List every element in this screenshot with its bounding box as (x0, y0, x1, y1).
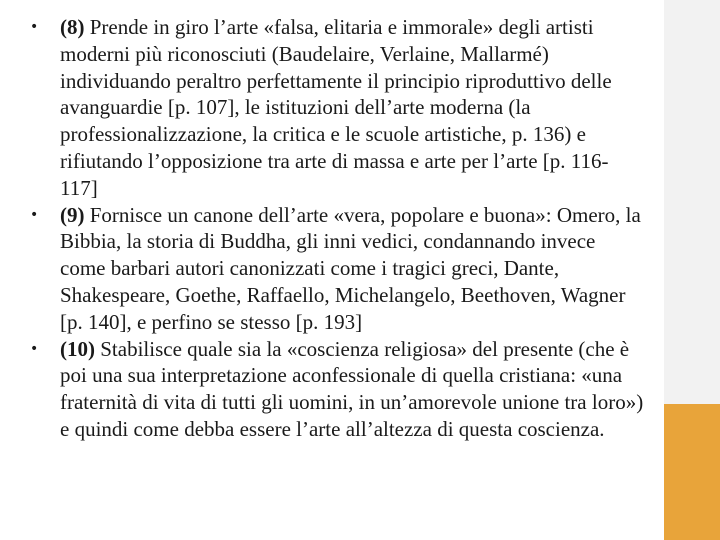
bullet-icon: • (30, 206, 39, 223)
sidebar-accent-block (664, 404, 720, 540)
bullet-item-10 (26, 336, 646, 443)
slide-body (26, 14, 646, 443)
bullet-number: (8) (60, 15, 85, 39)
bullet-number: (9) (60, 202, 85, 227)
bullet-item-8 (26, 14, 646, 202)
bullet-item-9 (26, 202, 646, 336)
bullet-icon: • (30, 340, 39, 357)
bullet-text: Prende in giro l’arte «falsa, elitaria e immorale» degli artisti moderni più riconosciuti (Baudelaire, Verlaine, Mallarmé) individuando peraltro perfettamente il principio riproduttivo delle avanguardie [p. 107], le istituzioni dell’arte moderna (la professionalizzazione, la critica e le scuole artistiche, p. 136) e rifiutando l’opposizione tra arte di massa e arte per l’arte [p. 116-117] (60, 15, 612, 200)
bullet-icon: • (30, 19, 39, 35)
bullet-text: Fornisce un canone dell’arte «vera, popolare e buona»: Omero, la Bibbia, la storia di Buddha, gli inni vedici, condannando invece come barbari autori canonizzati come i tragici greci, Dante, Shakespeare, Goethe, Raffaello, Michelangelo, Beethoven, Wagner [p. 140], e perfino se stesso [p. 193] (60, 202, 641, 334)
bullet-number: (10) (60, 336, 95, 361)
bullet-text: Stabilisce quale sia la «coscienza religiosa» del presente (che è poi una sua interpretazione aconfessionale di quella cristiana: «una fraternità di vita di tutti gli uomini, in un’amorevole unione tra loro») e quindi come debba essere l’arte all’altezza di questa coscienza. (60, 336, 644, 441)
bullet-list (26, 14, 646, 443)
